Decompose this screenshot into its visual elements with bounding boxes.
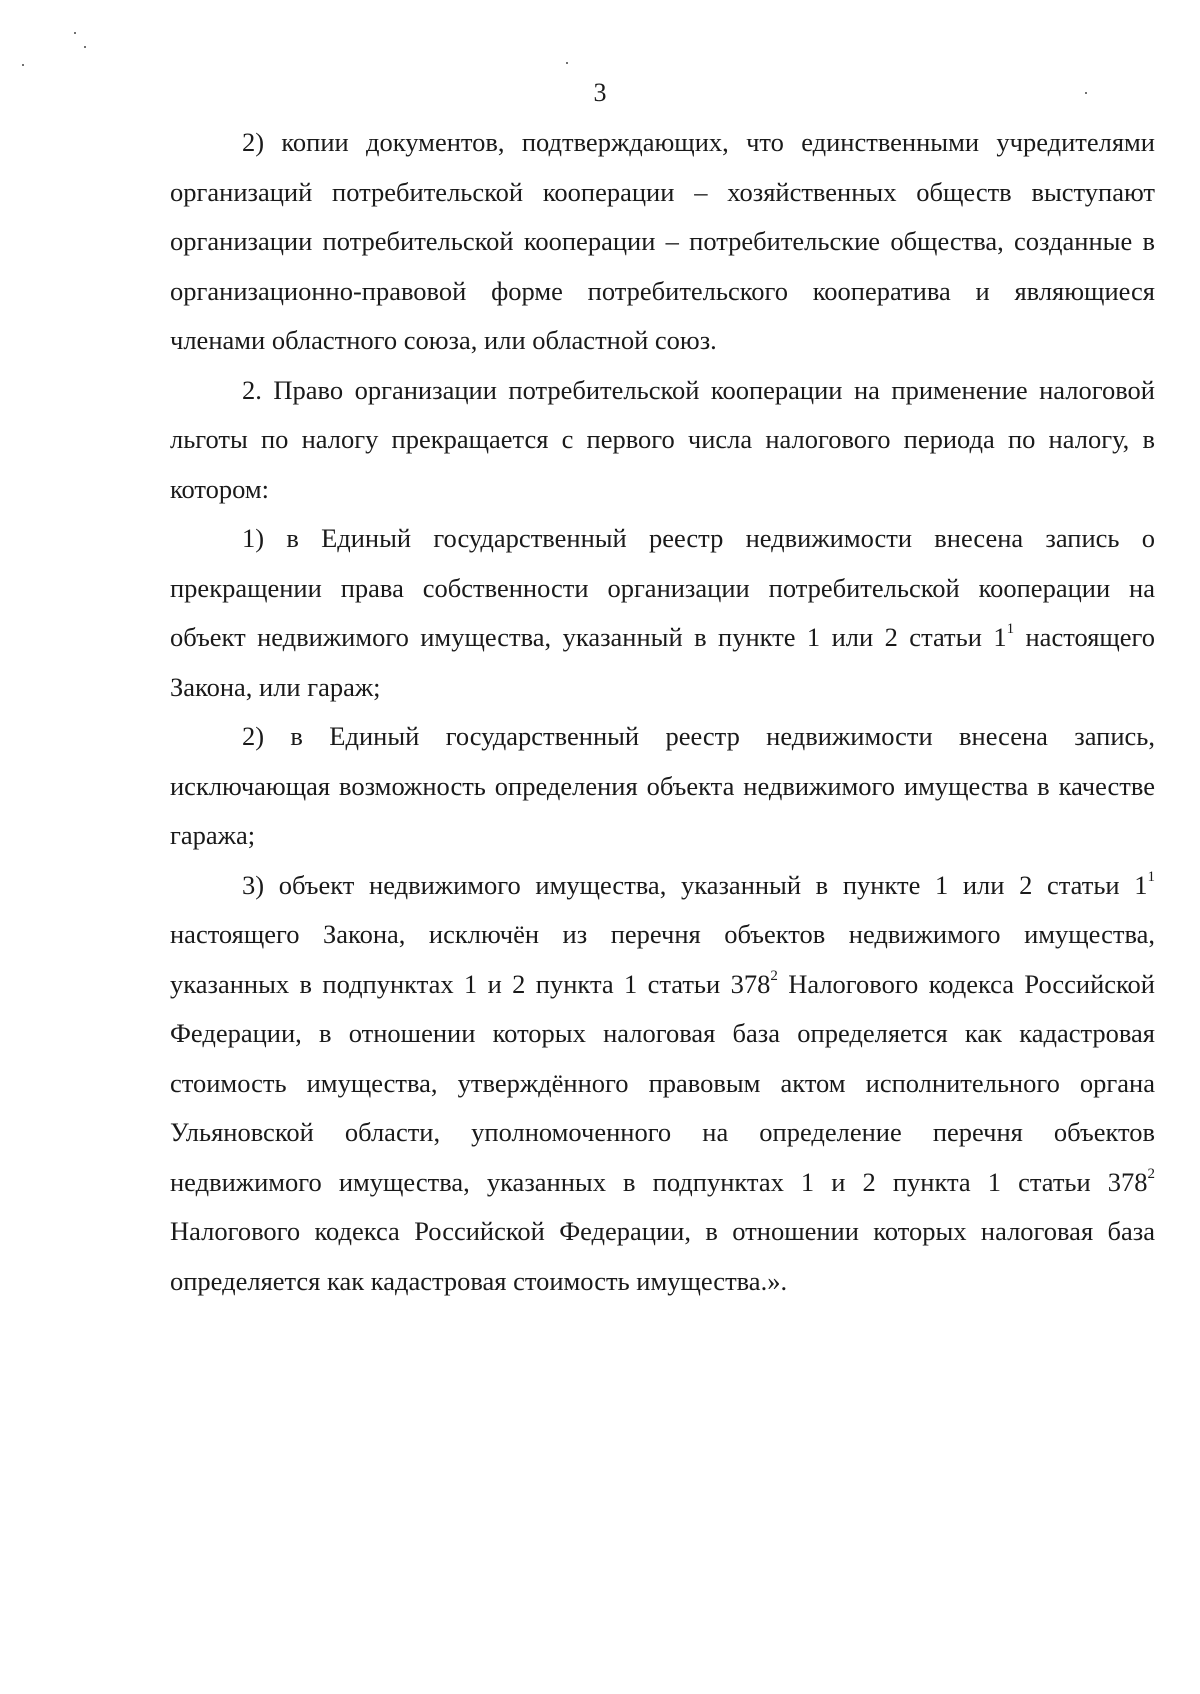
paragraph-text: настоящего Закона, исключён из перечня объектов недвижимого имущества, указанных в подпунктах 1 и 2 пункта 1 статьи 378 bbox=[170, 919, 1155, 999]
paragraph-item-2 bbox=[170, 712, 1155, 861]
paragraph-item-3 bbox=[170, 861, 1155, 1307]
superscript: 2 bbox=[1147, 1165, 1155, 1182]
page-number: 3 bbox=[593, 78, 607, 107]
paragraph-right-termination bbox=[170, 366, 1155, 515]
scan-speck bbox=[1085, 92, 1087, 94]
paragraph-text: 2) копии документов, подтверждающих, что единственными учредителями организаций потребительской кооперации – хозяйственных обществ выступают организации потребительской кооперации – потребительские общества, созданные в организационно-правовой форме потребительского кооператива и являющиеся членами областного союза, или областной союз. bbox=[170, 127, 1155, 355]
paragraph-text: настоящего Закона, или гараж; bbox=[170, 622, 1156, 702]
superscript: 1 bbox=[1006, 621, 1015, 638]
scan-speck bbox=[566, 62, 568, 64]
paragraph-copies-documents bbox=[170, 118, 1155, 366]
superscript: 2 bbox=[770, 967, 778, 984]
paragraph-text: 3) объект недвижимого имущества, указанный в пункте 1 или 2 статьи 1 bbox=[242, 869, 1148, 900]
scan-speck bbox=[74, 32, 76, 34]
paragraph-text: 1) в Единый государственный реестр недвижимости внесена запись о прекращении права собственности организации потребительской кооперации на объект недвижимого имущества, указанный в пункте 1 или 2 статьи 1 bbox=[170, 523, 1155, 652]
paragraph-text: 2. Право организации потребительской кооперации на применение налоговой льготы по налогу прекращается с первого числа налогового периода по налогу, в котором: bbox=[170, 374, 1155, 504]
scan-speck bbox=[22, 64, 24, 66]
document-body bbox=[170, 118, 1155, 1306]
paragraph-item-1 bbox=[170, 514, 1155, 712]
paragraph-text: Налогового кодекса Российской Федерации, в отношении которых налоговая база определяется как кадастровая стоимость имущества.». bbox=[170, 1216, 1155, 1296]
paragraph-text: Налогового кодекса Российской Федерации, в отношении которых налоговая база определяется как кадастровая стоимость имущества, утверждённого правовым актом исполнительного органа Ульяновской области, уполномоченного на определение перечня объектов недвижимого имущества, указанных в подпунктах 1 и 2 пункта 1 статьи 378 bbox=[170, 968, 1155, 1197]
paragraph-text: 2) в Единый государственный реестр недвижимости внесена запись, исключающая возможность определения объекта недвижимого имущества в качестве гаража; bbox=[170, 721, 1155, 850]
scan-speck bbox=[84, 46, 86, 48]
superscript: 1 bbox=[1147, 868, 1155, 885]
